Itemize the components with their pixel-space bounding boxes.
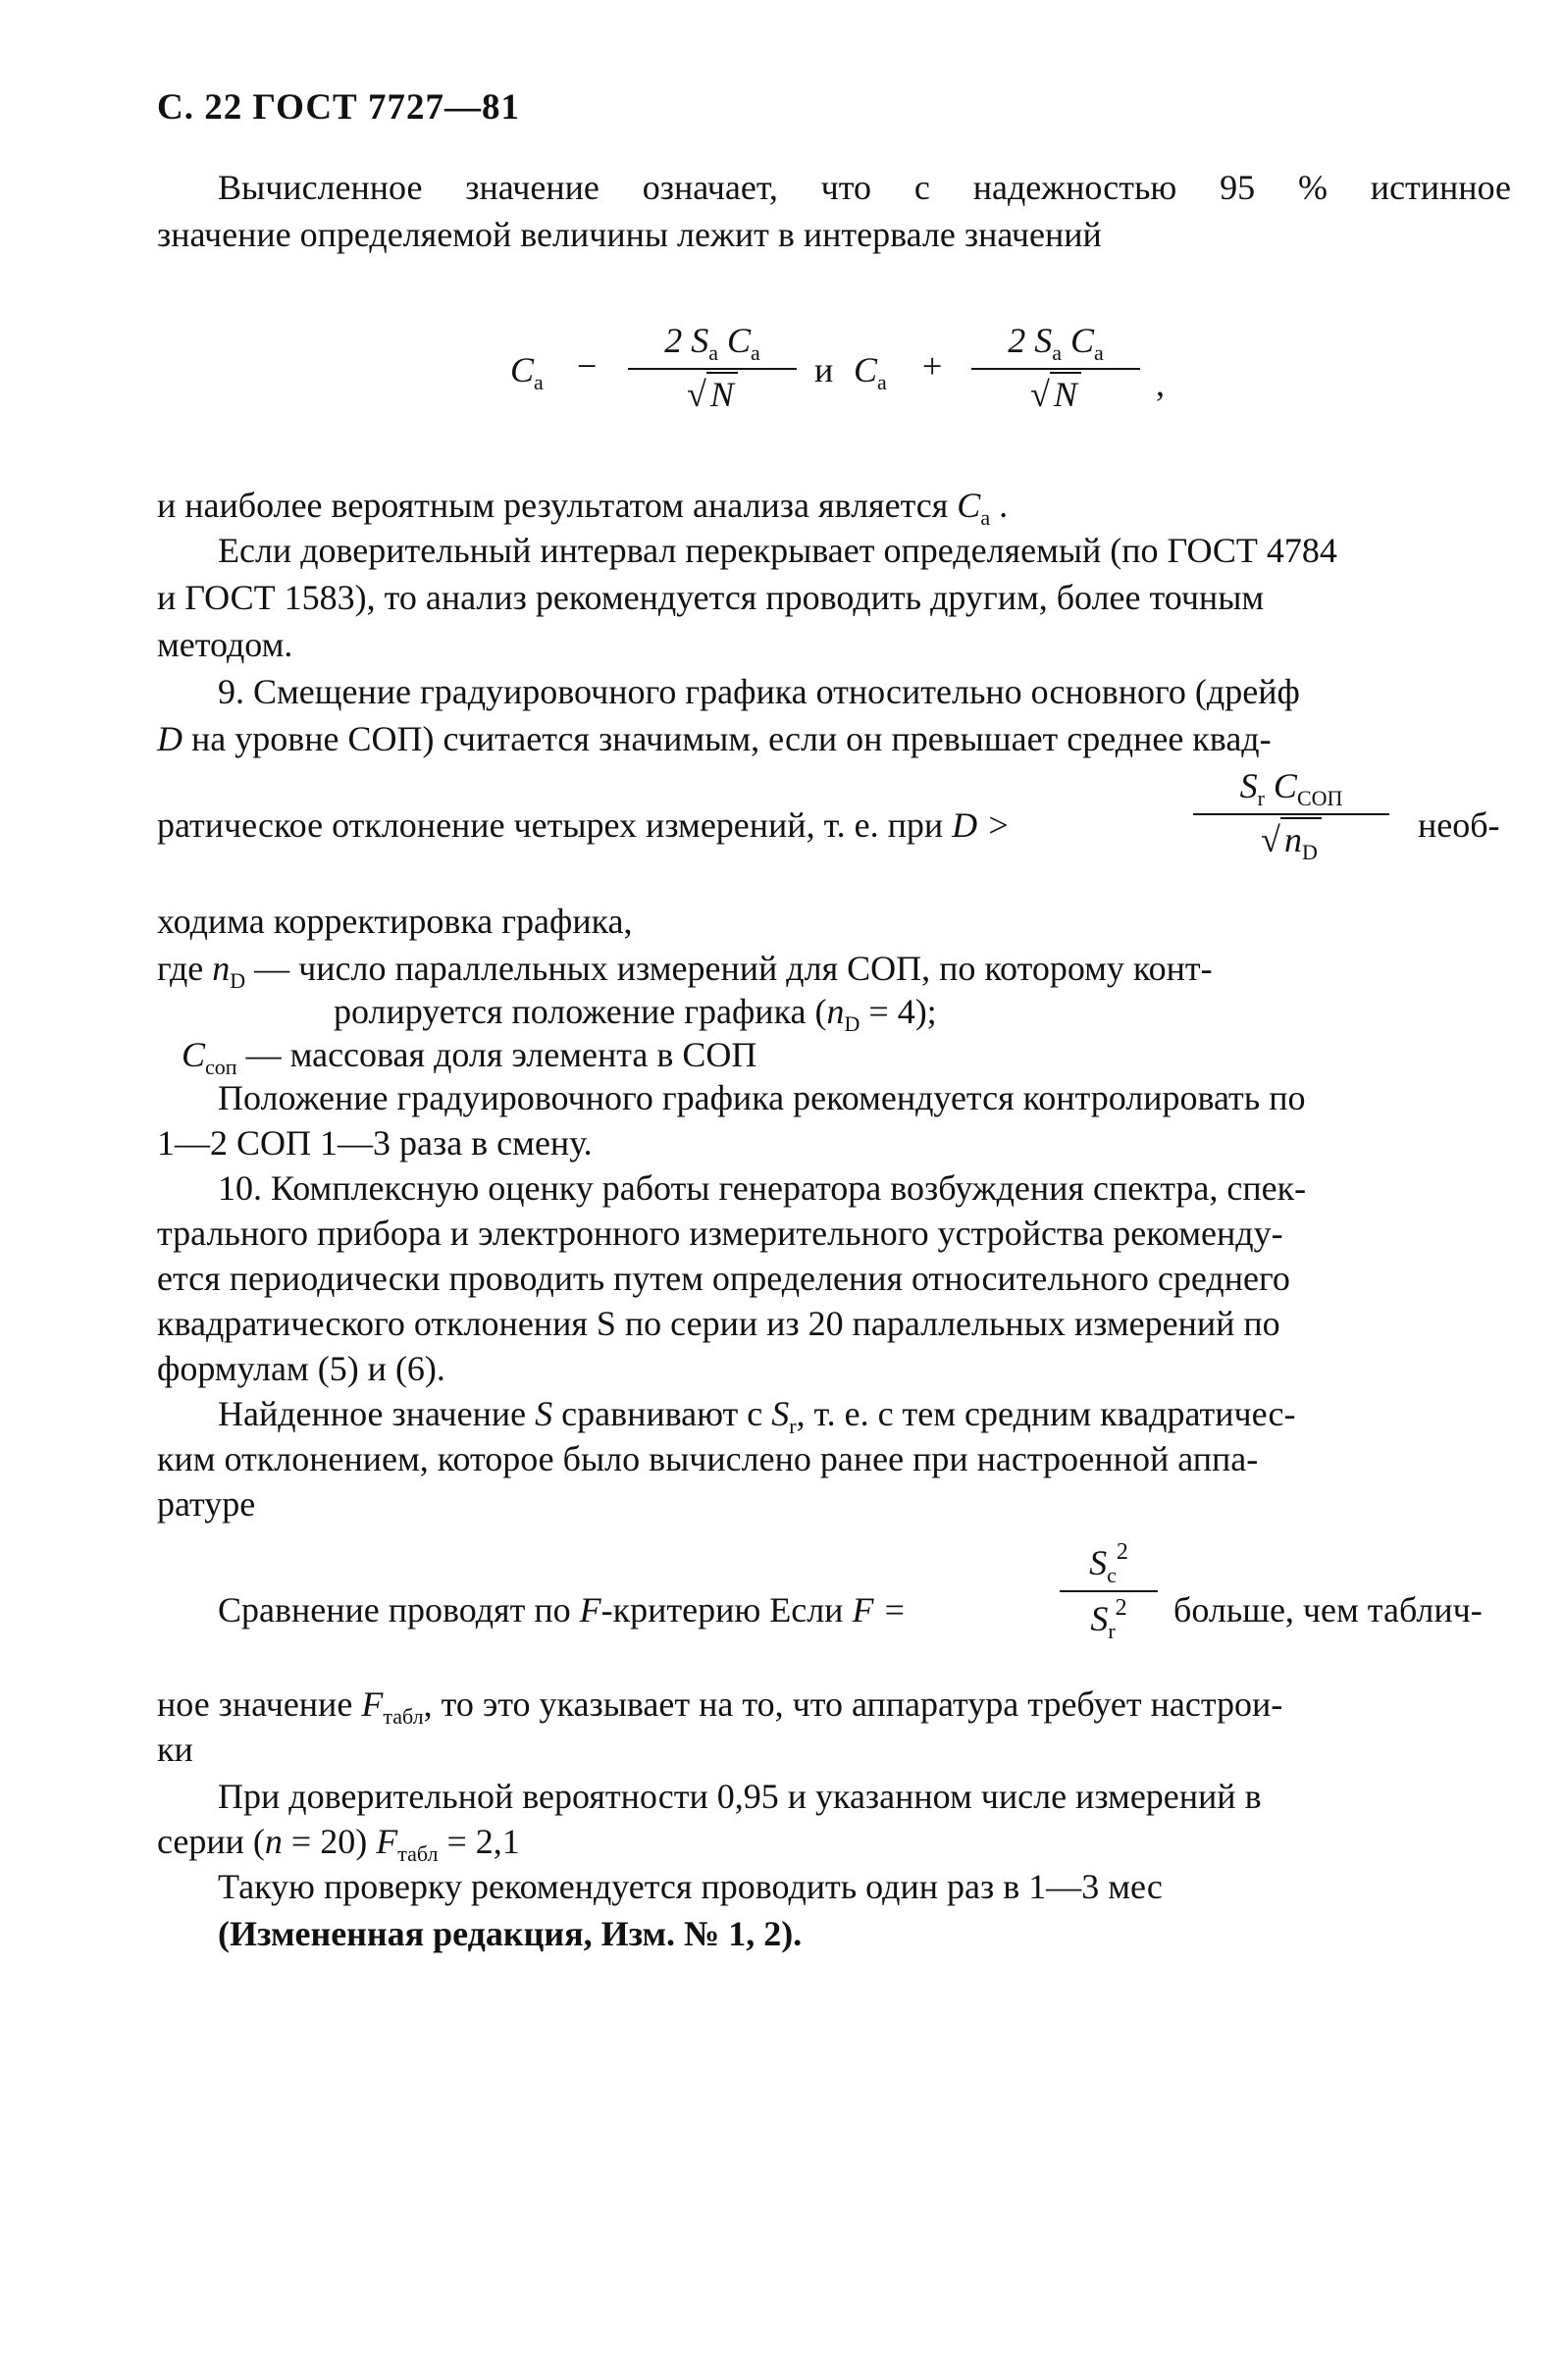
item-9-line-2: D на уровне СОП) считается значимым, если он превышает среднее квад- [157, 719, 1272, 758]
item-9-line-1: 9. Смещение градуировочного графика относительно основного (дрейф [218, 672, 1300, 711]
amendment-note: (Измененная редакция, Изм. № 1, 2). [218, 1914, 803, 1953]
para-6-line-3: ратуре [157, 1484, 256, 1524]
para-3-line-1: Если доверительный интервал перекрывает определяемый (по ГОСТ 4784 [218, 531, 1337, 570]
formula-minus: − [577, 346, 598, 386]
formula-and: и [814, 350, 834, 389]
page-header: С. 22 ГОСТ 7727—81 [157, 87, 520, 128]
item-9-line-6: 1—2 СОП 1—3 раза в смену. [157, 1123, 593, 1163]
para-1-line-1: Вычисленное значение означает, что с надежностью 95 % истинное [218, 168, 1511, 207]
f-criterion-fraction: $S_c^2$ $S_r^2$ [1060, 1538, 1158, 1645]
formula-fraction-right: 2 $S_а$ $C_а$ √ N [971, 320, 1140, 417]
item-10-line-1: 10. Комплексную оценку работы генератора возбуждения спектра, спек- [218, 1168, 1307, 1208]
para-6-line-2: ким отклонением, которое было вычислено ранее при настроенной аппа- [157, 1439, 1259, 1478]
para-1-line-2: значение определяемой величины лежит в интервале значений [157, 215, 1102, 254]
definition-csop: $C_{соп}$ — массовая доля элемента в СОП [182, 1035, 757, 1079]
item-9-line-5: Положение градуировочного графика рекомендуется контролировать по [218, 1078, 1306, 1117]
definition-nd-cont: ролируется положение графика $(n_D = 4)$; [334, 992, 937, 1036]
para-8-line-1: При доверительной вероятности 0,95 и указанном числе измерений в [218, 1777, 1262, 1816]
para-7-line-1-tail: больше, чем таблич- [1173, 1590, 1483, 1630]
drift-threshold-fraction: $S_r$ $C_{СОП}$ √ $n_D$ [1193, 765, 1389, 866]
para-7-line-2: ное значение $F_{табл}$, то это указывает на то, что аппаратура требует настрои- [157, 1684, 1283, 1729]
formula-plus: + [922, 346, 943, 386]
item-10-line-2: трального прибора и электронного измерительного устройства рекоменду- [157, 1214, 1283, 1253]
formula-comma: , [1156, 364, 1165, 403]
formula-ca-right: $C_а$ [854, 350, 887, 394]
definition-nd: где $n_D$ — число параллельных измерений для СОП, по которому конт- [157, 949, 1213, 993]
formula-fraction-left: 2 $S_а$ $C_а$ √ N [628, 320, 797, 417]
item-9-line-4: ходима корректировка графика, [157, 902, 633, 941]
para-2-line-1: и наиболее вероятным результатом анализа является $C_а$ . [157, 486, 1009, 530]
item-10-line-5: формулам (5) и (6). [157, 1349, 445, 1388]
item-9-line-3-tail: необ- [1418, 805, 1500, 845]
para-7-line-3: ки [157, 1730, 193, 1769]
para-8-line-2: серии (n = 20) $F_{табл} = 2,1$ [157, 1822, 520, 1866]
item-10-line-3: ется периодически проводить путем определения относительного среднего [157, 1259, 1290, 1298]
item-9-line-3: ратическое отклонение четырех измерений, т. е. при D > [157, 805, 1011, 845]
item-10-line-4: квадратического отклонения S по серии из 20 параллельных измерений по [157, 1304, 1280, 1343]
para-9-line-1: Такую проверку рекомендуется проводить один раз в 1—3 мес [218, 1867, 1163, 1906]
para-7-line-1: Сравнение проводят по F-критерию Если F = [218, 1590, 907, 1630]
para-6-line-1: Найденное значение S сравнивают с $S_r$, т. е. с тем средним квадратичес- [218, 1394, 1296, 1438]
para-3-line-3: методом. [157, 625, 293, 664]
para-3-line-2: и ГОСТ 1583), то анализ рекомендуется проводить другим, более точным [157, 578, 1265, 617]
formula-ca-left: $C_а$ [510, 350, 544, 394]
